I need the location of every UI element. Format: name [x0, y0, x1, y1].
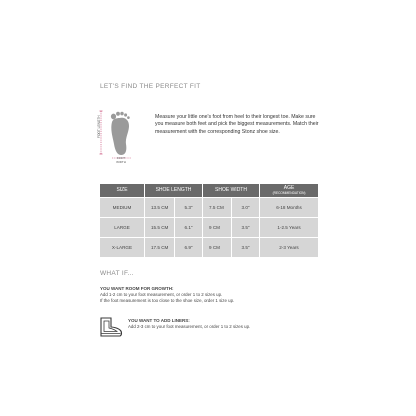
foot-length-label: FOOT LENGTH [97, 115, 101, 138]
age-cell: 2-3 Years [260, 238, 319, 258]
header-size: SIZE [100, 184, 145, 198]
size-table-header [100, 184, 319, 198]
what-if-heading: WHAT IF... [100, 270, 134, 277]
growth-tip-line1: Add 1-2 cm to your foot measurement, or order 1 to 2 sizes up. [100, 292, 223, 297]
liners-tip [128, 318, 250, 330]
length-cm-cell: 13.5 CM [145, 198, 175, 218]
size-cell: LARGE [100, 218, 145, 238]
fit-heading: LET'S FIND THE PERFECT FIT [100, 83, 201, 90]
table-row [100, 198, 319, 218]
table-row [100, 218, 319, 238]
width-cm-cell: 7.5 CM [203, 198, 232, 218]
header-age-label: AGE [283, 185, 295, 191]
width-in-cell: 3.5" [232, 238, 260, 258]
width-cm-cell: 9 CM [203, 218, 232, 238]
growth-tip-title: YOU WANT ROOM FOR GROWTH: [100, 286, 174, 291]
liners-tip-title: YOU WANT TO ADD LINERS: [128, 318, 190, 323]
foot-width-label: FOOT WIDTH [116, 156, 126, 164]
header-age [260, 184, 319, 198]
growth-tip-line2: If the foot measurement is too close to the shoe size, order 1 size up. [100, 298, 235, 303]
width-in-cell: 3.5" [232, 218, 260, 238]
header-shoe-width: SHOE WIDTH [203, 184, 260, 198]
header-age-note: (RECOMMENDATION) [272, 191, 306, 195]
width-cm-cell: 9 CM [203, 238, 232, 258]
growth-tip [100, 286, 234, 304]
header-shoe-length: SHOE LENGTH [145, 184, 203, 198]
liners-tip-line1: Add 2-3 cm to your foot measurement, or order 1 to 2 sizes up. [128, 324, 251, 329]
age-cell: 6-18 Months [260, 198, 319, 218]
length-cm-cell: 17.5 CM [145, 238, 175, 258]
size-cell: MEDIUM [100, 198, 145, 218]
length-cm-cell: 15.5 CM [145, 218, 175, 238]
age-cell: 1-2.5 Years [260, 218, 319, 238]
length-in-cell: 5.3" [175, 198, 203, 218]
length-in-cell: 6.9" [175, 238, 203, 258]
length-in-cell: 6.1" [175, 218, 203, 238]
table-row [100, 238, 319, 258]
width-in-cell: 3.0" [232, 198, 260, 218]
size-table [99, 183, 319, 258]
liner-icon [98, 316, 124, 338]
size-cell: X-LARGE [100, 238, 145, 258]
measure-instructions: Measure your little one's foot from heel to their longest toe. Make sure you measure both feet and pick the biggest measurements. Match their measurement with the corresponding Stonz shoe size. [155, 114, 319, 135]
